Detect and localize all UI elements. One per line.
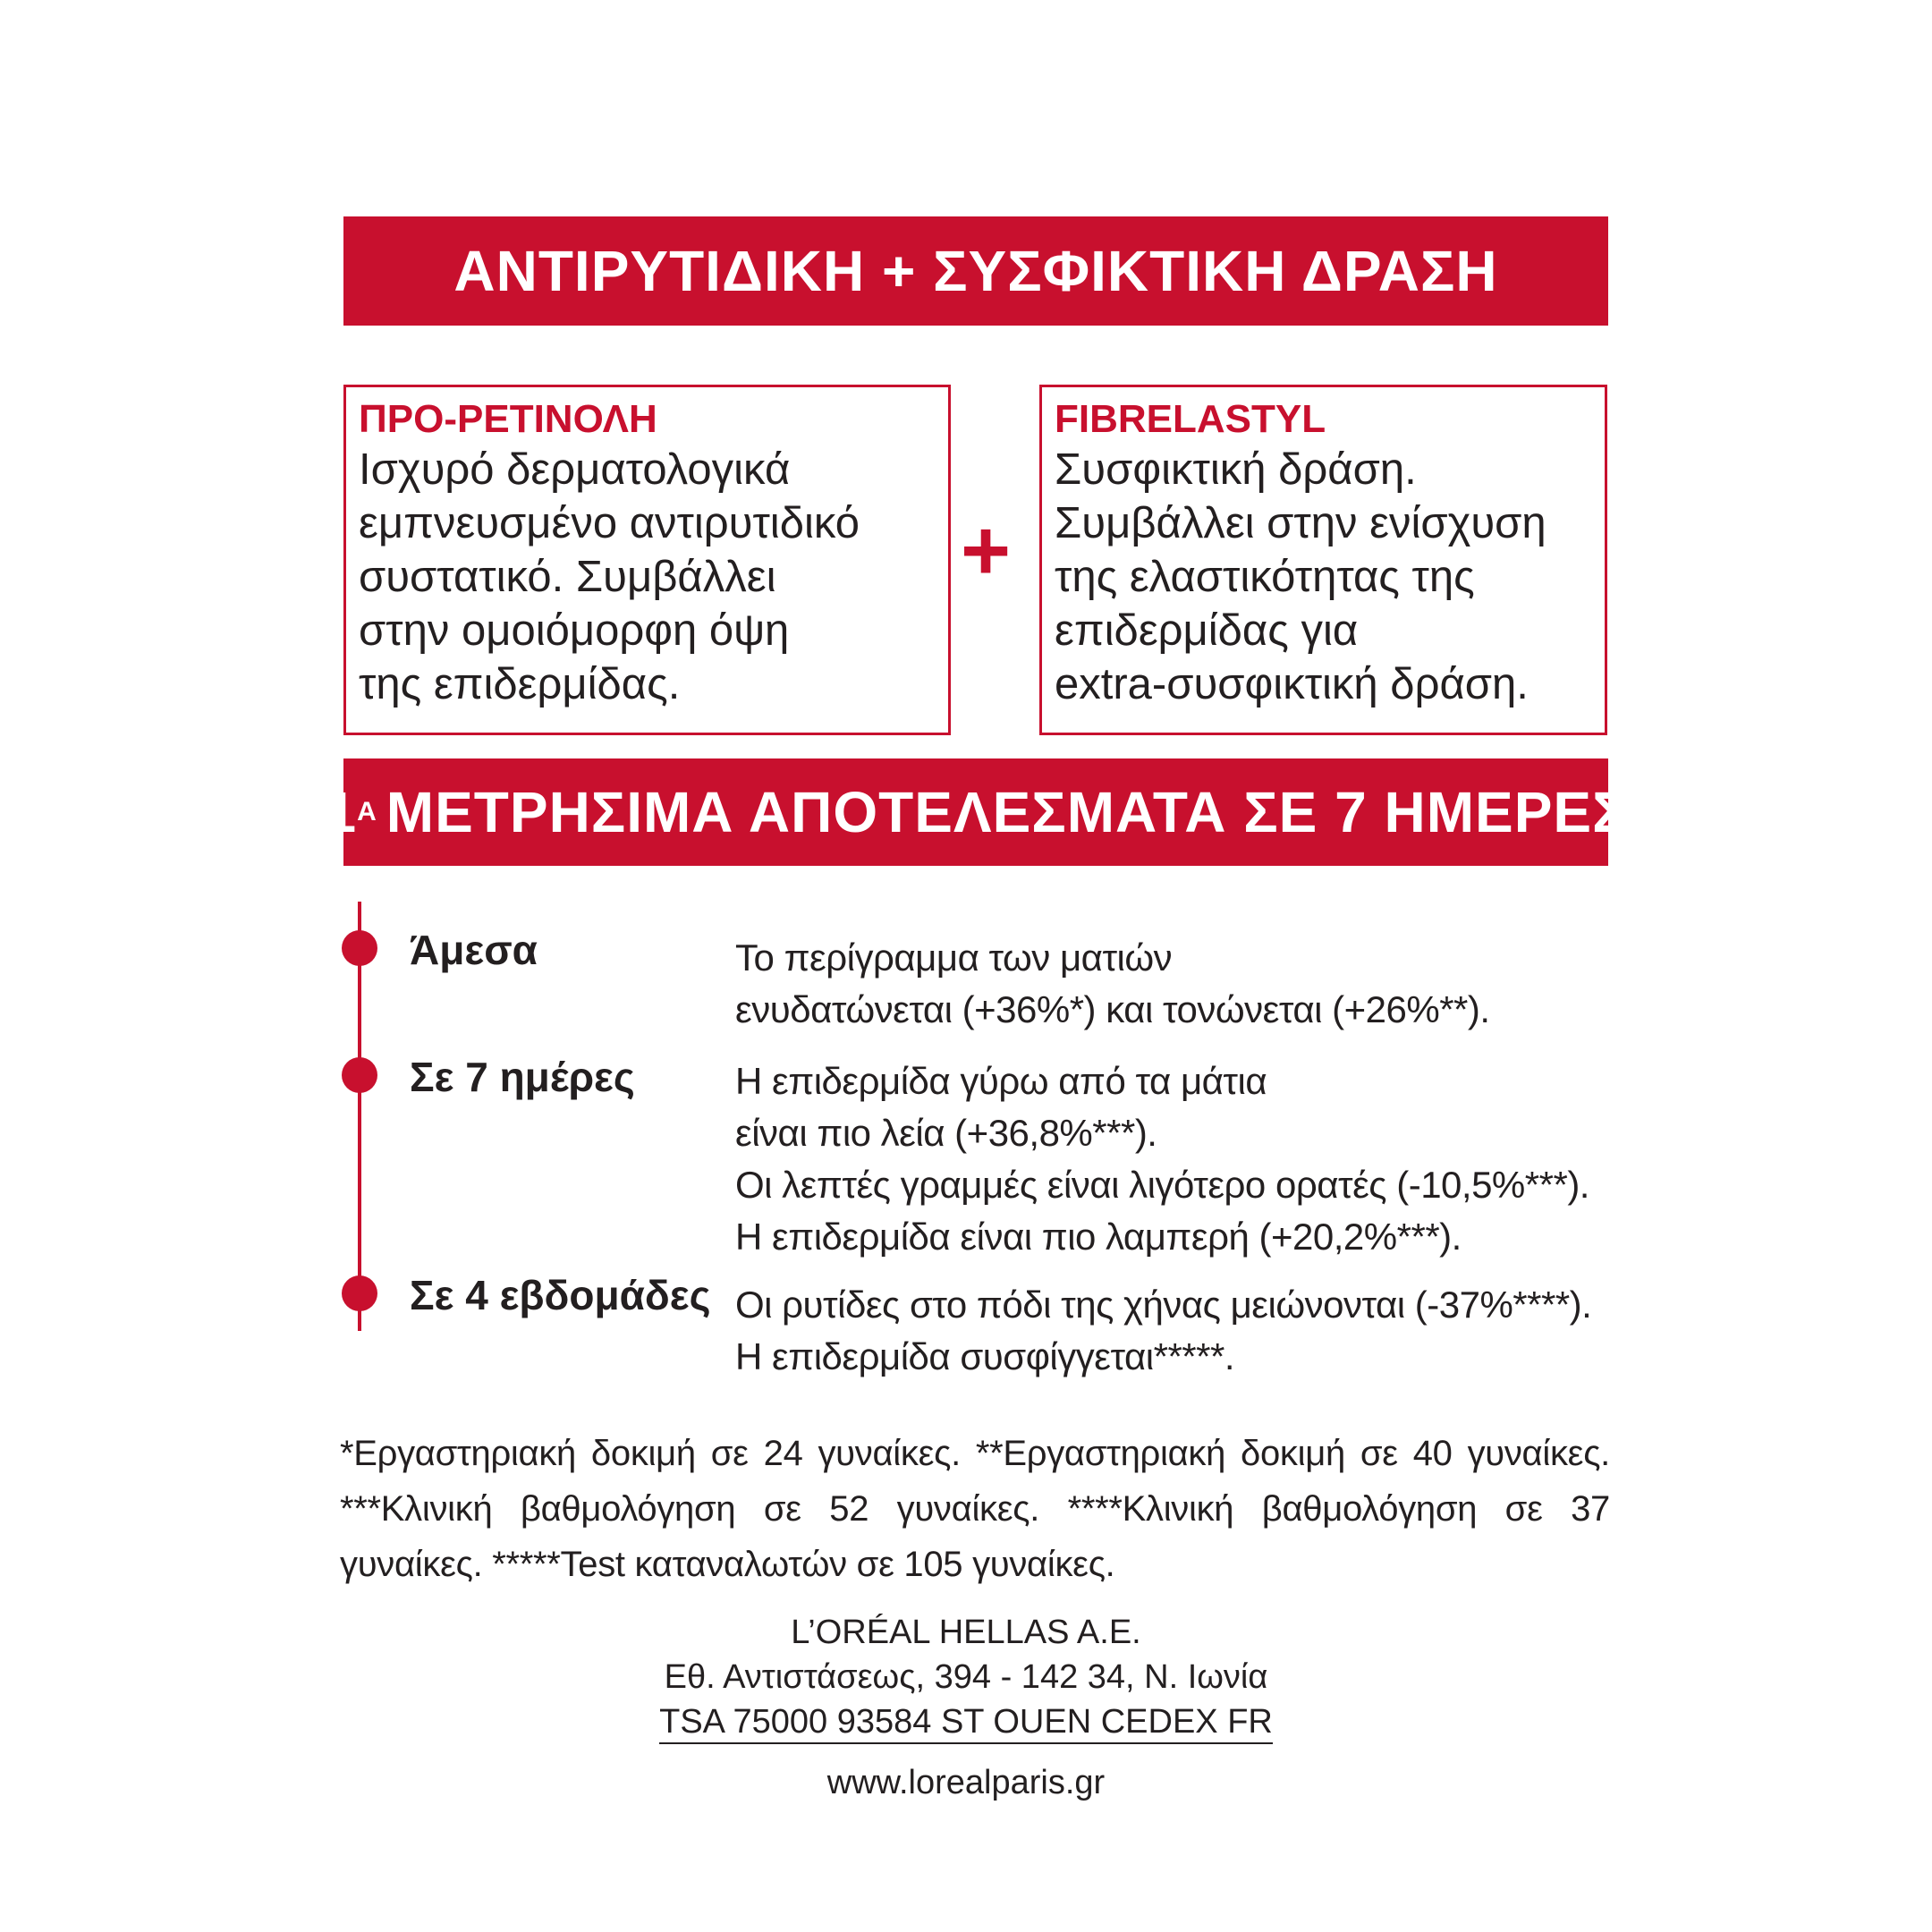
timeline-text: Το περίγραμμα των ματιών ενυδατώνεται (+36%*) και τονώνεται (+26%**). [735,936,1490,1030]
timeline-label: Σε 7 ημέρες [410,1054,635,1100]
timeline-label: Σε 4 εβδομάδες [410,1272,711,1318]
timeline-label: Άμεσα [410,927,538,973]
results-banner-superscript: Α [357,797,377,826]
top-banner-title: ΑΝΤΙΡΥΤΙΔΙΚΗ + ΣΥΣΦΙΚΤΙΚΗ ΔΡΑΣΗ [453,239,1498,303]
results-banner-text: ΜΕΤΡΗΣΙΜΑ ΑΠΟΤΕΛΕΣΜΑΤΑ ΣΕ 7 ΗΜΕΡΕΣ [386,780,1628,844]
company-address-secondary: TSA 75000 93584 ST OUEN CEDEX FR [659,1701,1273,1744]
ingredient-title: FIBRELASTYL [1055,397,1326,441]
results-banner [324,758,1628,866]
plus-icon: + [961,503,1012,598]
company-name: L’ORÉAL HELLAS A.E. [791,1614,1141,1651]
top-banner [343,216,1608,326]
footnotes: *Εργαστηριακή δοκιμή σε 24 γυναίκες. **Εργαστηριακή δοκιμή σε 40 γυναίκες. ***Κλινική βαθμολόγηση σε 52 γυναίκες. ****Κλινική βαθμολόγηση σε 37 γυναίκες. *****Test καταναλωτών σε 105 γυναίκες. [340,1434,1610,1584]
timeline-dot-icon [342,1275,377,1311]
ingredient-description: Ισχυρό δερματολογικά εμπνευσμένο αντιρυτιδικό συστατικό. Συμβάλλει στην ομοιόμορφη όψη της επιδερμίδας. [359,445,860,708]
ingredient-description: Συσφικτική δράση. Συμβάλλει στην ενίσχυση της ελαστικότητας της επιδερμίδας για extra-συσφικτική δράση. [1055,445,1546,708]
timeline-dot-icon [342,1057,377,1093]
company-info [0,1610,1932,1805]
timeline-dot-icon [342,930,377,966]
timeline-text: Η επιδερμίδα γύρω από τα μάτια είναι πιο λεία (+36,8%***). Οι λεπτές γραμμές είναι λιγότερο ορατές (-10,5%***). Η επιδερμίδα είναι πιο λαμπερή (+20,2%***). [735,1060,1589,1258]
company-address: Εθ. Αντιστάσεως, 394 - 142 34, Ν. Ιωνία [664,1658,1268,1696]
timeline-text: Οι ρυτίδες στο πόδι της χήνας μειώνονται (-37%****). Η επιδερμίδα συσφίγγεται*****. [735,1284,1592,1377]
website-link[interactable]: www.lorealparis.gr [826,1764,1106,1801]
ingredient-box-pro-retinol [343,385,951,735]
ingredient-title: ΠΡΟ-ΡΕΤΙΝΟΛΗ [359,397,657,441]
results-banner-number: 1 [324,780,358,844]
ingredient-box-fibrelastyl [1039,385,1607,735]
timeline-line [358,902,361,1331]
